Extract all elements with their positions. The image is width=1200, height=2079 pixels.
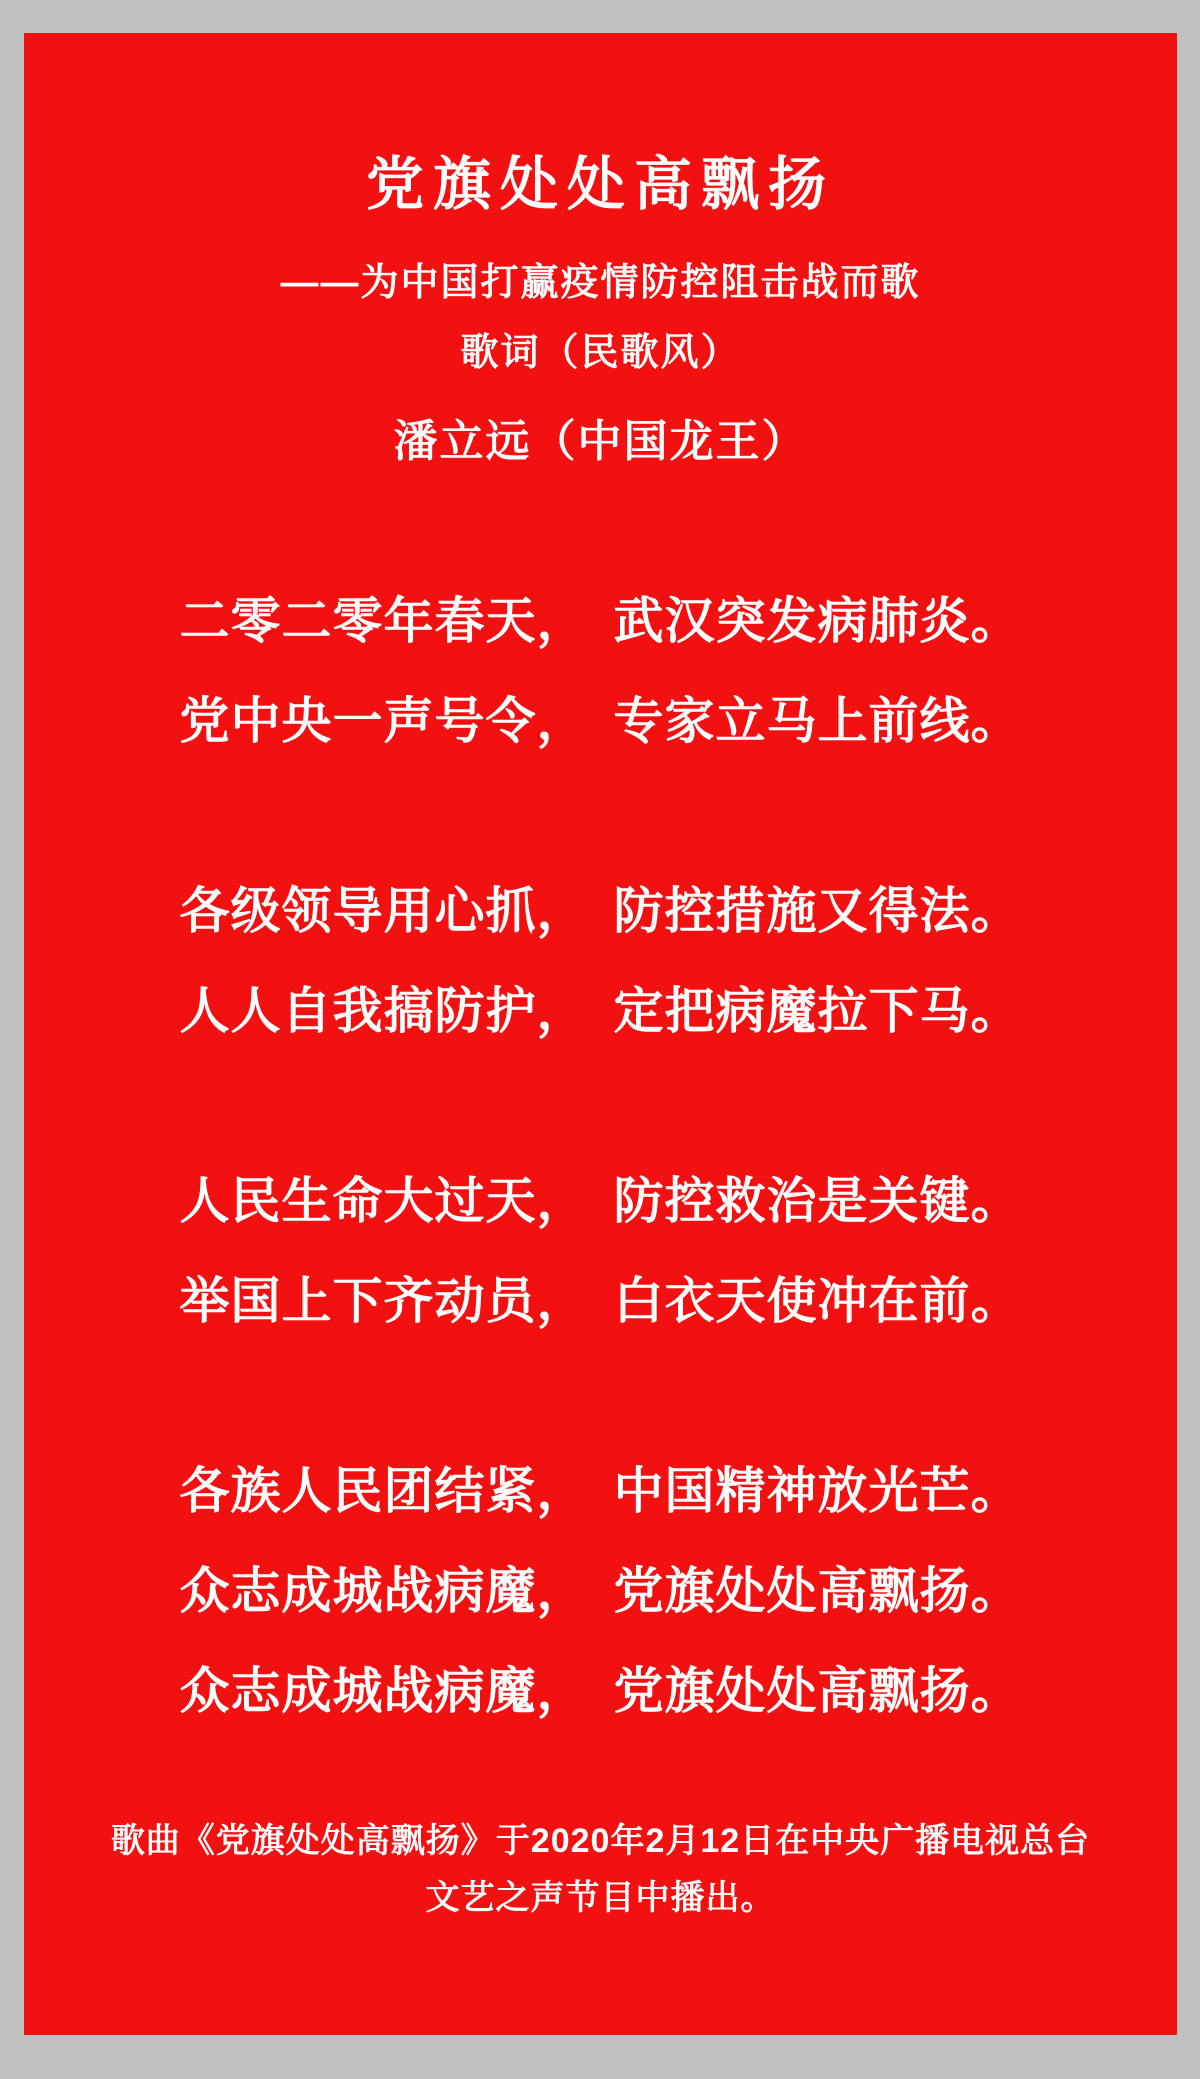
lyric-line: 举国上下齐动员， 白衣天使冲在前。 xyxy=(179,1273,1022,1329)
lyric-line: 人民生命大过天， 防控救治是关键。 xyxy=(179,1173,1022,1229)
lyric-line: 众志成城战病魔， 党旗处处高飘扬。 xyxy=(179,1663,1022,1719)
poster-panel xyxy=(24,33,1177,2035)
lyric-line: 二零二零年春天， 武汉突发病肺炎。 xyxy=(179,593,1022,649)
lyrics-block xyxy=(24,571,1177,1741)
lyric-line: 各族人民团结紧， 中国精神放光芒。 xyxy=(179,1463,1022,1519)
footer-note xyxy=(24,1813,1177,1927)
lyric-line: 党中央一声号令， 专家立马上前线。 xyxy=(179,693,1022,749)
lyric-line: 众志成城战病魔， 党旗处处高飘扬。 xyxy=(179,1563,1022,1619)
stanza-3 xyxy=(24,1151,1177,1351)
lyric-line: 各级领导用心抓， 防控措施又得法。 xyxy=(179,883,1022,939)
author-line: 潘立远（中国龙王） xyxy=(393,417,808,466)
stanza-1 xyxy=(24,571,1177,771)
poster-title: 党旗处处高飘扬 xyxy=(365,152,835,217)
stanza-2 xyxy=(24,861,1177,1061)
stanza-4 xyxy=(24,1441,1177,1741)
genre-line: 歌词（民歌风） xyxy=(460,332,741,374)
footer-line-2: 文艺之声节目中播出。 xyxy=(425,1879,776,1917)
lyric-line: 人人自我搞防护， 定把病魔拉下马。 xyxy=(179,983,1022,1039)
footer-line-1: 歌曲《党旗处处高飘扬》于2020年2月12日在中央广播电视总台 xyxy=(110,1822,1091,1860)
poster-subtitle: ——为中国打赢疫情防控阻击战而歌 xyxy=(280,262,921,304)
